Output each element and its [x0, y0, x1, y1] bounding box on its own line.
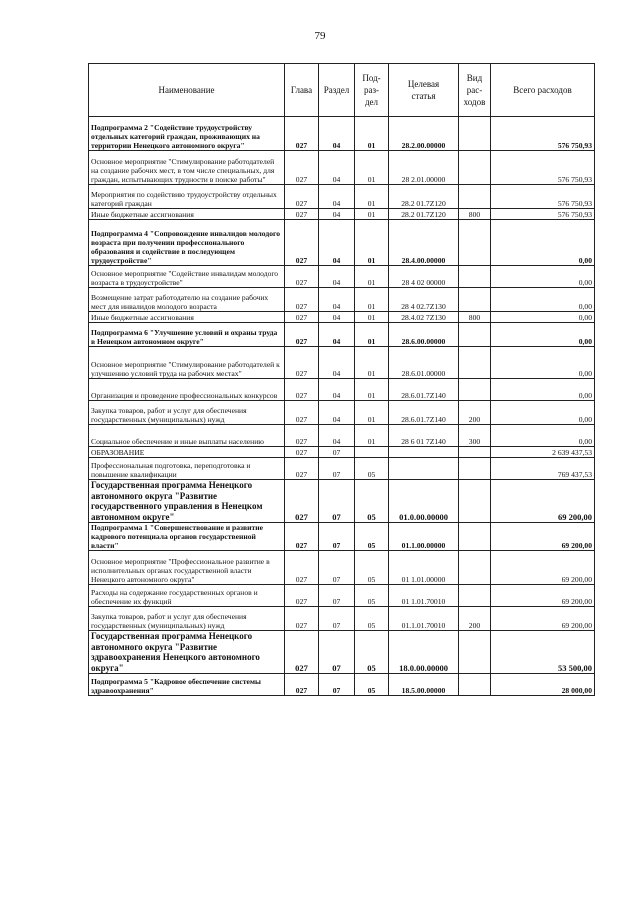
row-razdel: 07 — [319, 523, 355, 551]
row-celevaya: 18.5.00.00000 — [389, 674, 459, 696]
row-name: Основное мероприятие "Стимулирование работодателей к улучшению условий труда на рабочих местах" — [89, 347, 285, 379]
row-name: Подпрограмма 2 "Содействие трудоустройству отдельных категорий граждан, проживающих на территории Ненецкого автономного округа" — [89, 117, 285, 151]
row-razdel: 04 — [319, 220, 355, 266]
row-podrazdel: 01 — [355, 117, 389, 151]
row-podrazdel: 05 — [355, 585, 389, 607]
row-razdel: 07 — [319, 585, 355, 607]
row-celevaya: 28 6 01 7Z140 — [389, 425, 459, 447]
budget-table-body — [89, 117, 595, 696]
table-row — [89, 220, 595, 266]
row-vid — [459, 551, 491, 585]
row-razdel: 07 — [319, 631, 355, 674]
row-vid — [459, 458, 491, 480]
row-podrazdel: 01 — [355, 266, 389, 288]
row-total: 0,00 — [491, 401, 595, 425]
row-razdel: 07 — [319, 447, 355, 458]
table-row — [89, 209, 595, 220]
row-vid — [459, 288, 491, 312]
row-total: 2 639 437,53 — [491, 447, 595, 458]
row-razdel: 04 — [319, 425, 355, 447]
row-glava: 027 — [285, 551, 319, 585]
row-total: 0,00 — [491, 312, 595, 323]
table-row — [89, 585, 595, 607]
row-podrazdel: 01 — [355, 379, 389, 401]
row-celevaya: 28.4.02 7Z130 — [389, 312, 459, 323]
row-name: Основное мероприятие "Стимулирование работодателей на создание рабочих мест, в том числе специальных, для граждан, испытывающих трудности в поиске работы" — [89, 151, 285, 185]
row-razdel: 04 — [319, 347, 355, 379]
row-vid: 800 — [459, 312, 491, 323]
row-razdel: 04 — [319, 151, 355, 185]
row-podrazdel: 05 — [355, 458, 389, 480]
row-celevaya: 28.4.00.00000 — [389, 220, 459, 266]
row-glava: 027 — [285, 425, 319, 447]
row-name: Организация и проведение профессиональных конкурсов — [89, 379, 285, 401]
row-razdel: 07 — [319, 674, 355, 696]
row-vid — [459, 447, 491, 458]
row-name: Расходы на содержание государственных органов и обеспечение их функций — [89, 585, 285, 607]
row-glava: 027 — [285, 607, 319, 631]
row-podrazdel: 01 — [355, 323, 389, 347]
row-total: 576 750,93 — [491, 117, 595, 151]
table-row — [89, 401, 595, 425]
row-celevaya: 28.2 01.7Z120 — [389, 209, 459, 220]
table-row — [89, 631, 595, 674]
row-name: ОБРАЗОВАНИЕ — [89, 447, 285, 458]
table-row — [89, 151, 595, 185]
row-podrazdel: 01 — [355, 312, 389, 323]
row-celevaya: 28 4 02.7Z130 — [389, 288, 459, 312]
row-vid: 200 — [459, 607, 491, 631]
row-name: Возмещение затрат работодателю на создание рабочих мест для инвалидов молодого возраста — [89, 288, 285, 312]
row-celevaya — [389, 447, 459, 458]
table-header-row — [89, 64, 595, 117]
table-row — [89, 425, 595, 447]
row-total: 576 750,93 — [491, 209, 595, 220]
row-razdel: 04 — [319, 266, 355, 288]
row-name: Подпрограмма 5 "Кадровое обеспечение системы здравоохранения" — [89, 674, 285, 696]
row-razdel: 07 — [319, 551, 355, 585]
header-razdel: Раздел — [319, 64, 355, 117]
row-razdel: 04 — [319, 323, 355, 347]
row-celevaya: 28.6.01.7Z140 — [389, 379, 459, 401]
row-name: Основное мероприятие "Профессиональное развитие в исполнительных органах государственной власти Ненецкого автономного округа" — [89, 551, 285, 585]
row-glava: 027 — [285, 458, 319, 480]
row-razdel: 07 — [319, 458, 355, 480]
row-name: Подпрограмма 1 "Совершенствование и развитие кадрового потенциала органов государственной власти" — [89, 523, 285, 551]
row-vid — [459, 185, 491, 209]
row-podrazdel: 01 — [355, 151, 389, 185]
row-podrazdel: 01 — [355, 425, 389, 447]
row-celevaya: 28 4 02 00000 — [389, 266, 459, 288]
row-razdel: 04 — [319, 185, 355, 209]
row-razdel: 04 — [319, 401, 355, 425]
table-row — [89, 185, 595, 209]
row-vid — [459, 266, 491, 288]
header-glava: Глава — [285, 64, 319, 117]
row-celevaya: 01.0.00.00000 — [389, 480, 459, 523]
row-celevaya: 01 1.01.00000 — [389, 551, 459, 585]
table-row — [89, 117, 595, 151]
row-name: Профессиональная подготовка, переподготовка и повышение квалификации — [89, 458, 285, 480]
row-glava: 027 — [285, 209, 319, 220]
row-podrazdel: 05 — [355, 607, 389, 631]
row-glava: 027 — [285, 674, 319, 696]
row-glava: 027 — [285, 523, 319, 551]
row-podrazdel: 01 — [355, 347, 389, 379]
table-row — [89, 551, 595, 585]
header-total: Всего расходов — [491, 64, 595, 117]
row-total: 576 750,93 — [491, 151, 595, 185]
row-vid: 300 — [459, 425, 491, 447]
row-vid — [459, 379, 491, 401]
row-vid — [459, 631, 491, 674]
row-celevaya: 01.1.01.70010 — [389, 607, 459, 631]
row-total: 576 750,93 — [491, 185, 595, 209]
row-podrazdel: 01 — [355, 185, 389, 209]
row-glava: 027 — [285, 312, 319, 323]
row-celevaya — [389, 458, 459, 480]
row-total: 0,00 — [491, 288, 595, 312]
budget-table — [88, 63, 595, 696]
row-podrazdel: 01 — [355, 209, 389, 220]
row-total: 69 200,00 — [491, 551, 595, 585]
row-podrazdel: 05 — [355, 674, 389, 696]
row-vid — [459, 323, 491, 347]
row-razdel: 07 — [319, 480, 355, 523]
header-vid: Вид рас- ходов — [459, 64, 491, 117]
row-podrazdel: 05 — [355, 551, 389, 585]
row-total: 0,00 — [491, 379, 595, 401]
row-celevaya: 28.6.00.00000 — [389, 323, 459, 347]
table-row — [89, 266, 595, 288]
row-razdel: 04 — [319, 379, 355, 401]
row-glava: 027 — [285, 185, 319, 209]
table-row — [89, 347, 595, 379]
row-podrazdel: 05 — [355, 523, 389, 551]
row-vid: 200 — [459, 401, 491, 425]
row-celevaya: 01.1.00.00000 — [389, 523, 459, 551]
row-total: 69 200,00 — [491, 523, 595, 551]
header-podrazdel: Под- раз- дел — [355, 64, 389, 117]
row-vid — [459, 117, 491, 151]
row-celevaya: 28.6.01.00000 — [389, 347, 459, 379]
row-name: Государственная программа Ненецкого автономного округа "Развитие здравоохранения Ненецкого автономного округа" — [89, 631, 285, 674]
row-podrazdel: 05 — [355, 480, 389, 523]
row-total: 69 200,00 — [491, 480, 595, 523]
row-name: Закупка товаров, работ и услуг для обеспечения государственных (муниципальных) нужд — [89, 607, 285, 631]
row-total: 69 200,00 — [491, 607, 595, 631]
row-vid — [459, 674, 491, 696]
row-total: 0,00 — [491, 266, 595, 288]
row-glava: 027 — [285, 447, 319, 458]
table-row — [89, 674, 595, 696]
row-podrazdel — [355, 447, 389, 458]
row-vid: 800 — [459, 209, 491, 220]
table-row — [89, 312, 595, 323]
row-glava: 027 — [285, 480, 319, 523]
table-row — [89, 607, 595, 631]
page-number: 79 — [314, 30, 326, 42]
row-glava: 027 — [285, 151, 319, 185]
table-row — [89, 323, 595, 347]
row-celevaya: 28.2.00.00000 — [389, 117, 459, 151]
row-vid — [459, 220, 491, 266]
row-total: 69 200,00 — [491, 585, 595, 607]
row-razdel: 04 — [319, 312, 355, 323]
row-total: 28 000,00 — [491, 674, 595, 696]
row-vid — [459, 480, 491, 523]
table-row — [89, 288, 595, 312]
row-name: Социальное обеспечение и иные выплаты населению — [89, 425, 285, 447]
row-name: Иные бюджетные ассигнования — [89, 209, 285, 220]
row-total: 769 437,53 — [491, 458, 595, 480]
row-total: 0,00 — [491, 323, 595, 347]
row-glava: 027 — [285, 401, 319, 425]
row-name: Основное мероприятие "Содействие инвалидам молодого возраста в трудоустройстве" — [89, 266, 285, 288]
row-glava: 027 — [285, 631, 319, 674]
row-vid — [459, 151, 491, 185]
row-total: 53 500,00 — [491, 631, 595, 674]
row-celevaya: 28.6.01.7Z140 — [389, 401, 459, 425]
row-celevaya: 01 1.01.70010 — [389, 585, 459, 607]
row-podrazdel: 05 — [355, 631, 389, 674]
row-razdel: 04 — [319, 209, 355, 220]
row-name: Закупка товаров, работ и услуг для обеспечения государственных (муниципальных) нужд — [89, 401, 285, 425]
row-podrazdel: 01 — [355, 220, 389, 266]
row-glava: 027 — [285, 266, 319, 288]
row-glava: 027 — [285, 117, 319, 151]
table-row — [89, 480, 595, 523]
row-vid — [459, 347, 491, 379]
row-glava: 027 — [285, 220, 319, 266]
table-row — [89, 458, 595, 480]
row-glava: 027 — [285, 323, 319, 347]
row-total: 0,00 — [491, 425, 595, 447]
row-celevaya: 28 2.01.00000 — [389, 151, 459, 185]
header-celevaya: Целевая статья — [389, 64, 459, 117]
row-celevaya: 28.2 01.7Z120 — [389, 185, 459, 209]
row-glava: 027 — [285, 347, 319, 379]
row-glava: 027 — [285, 585, 319, 607]
row-podrazdel: 01 — [355, 288, 389, 312]
row-vid — [459, 585, 491, 607]
table-row — [89, 447, 595, 458]
row-vid — [459, 523, 491, 551]
header-name: Наименование — [89, 64, 285, 117]
row-razdel: 04 — [319, 288, 355, 312]
row-total: 0,00 — [491, 220, 595, 266]
row-razdel: 07 — [319, 607, 355, 631]
row-name: Подпрограмма 4 "Сопровождение инвалидов молодого возраста при получении профессионального образования и содействие в последующем трудоустройстве" — [89, 220, 285, 266]
row-name: Мероприятия по содействию трудоустройству отдельных категорий граждан — [89, 185, 285, 209]
row-name: Иные бюджетные ассигнования — [89, 312, 285, 323]
table-row — [89, 379, 595, 401]
row-celevaya: 18.0.00.00000 — [389, 631, 459, 674]
row-glava: 027 — [285, 288, 319, 312]
row-name: Государственная программа Ненецкого автономного округа "Развитие государственного управления в Ненецком автономном округе" — [89, 480, 285, 523]
row-glava: 027 — [285, 379, 319, 401]
table-row — [89, 523, 595, 551]
row-razdel: 04 — [319, 117, 355, 151]
row-podrazdel: 01 — [355, 401, 389, 425]
row-total: 0,00 — [491, 347, 595, 379]
row-name: Подпрограмма 6 "Улучшение условий и охраны труда в Ненецком автономном округе" — [89, 323, 285, 347]
